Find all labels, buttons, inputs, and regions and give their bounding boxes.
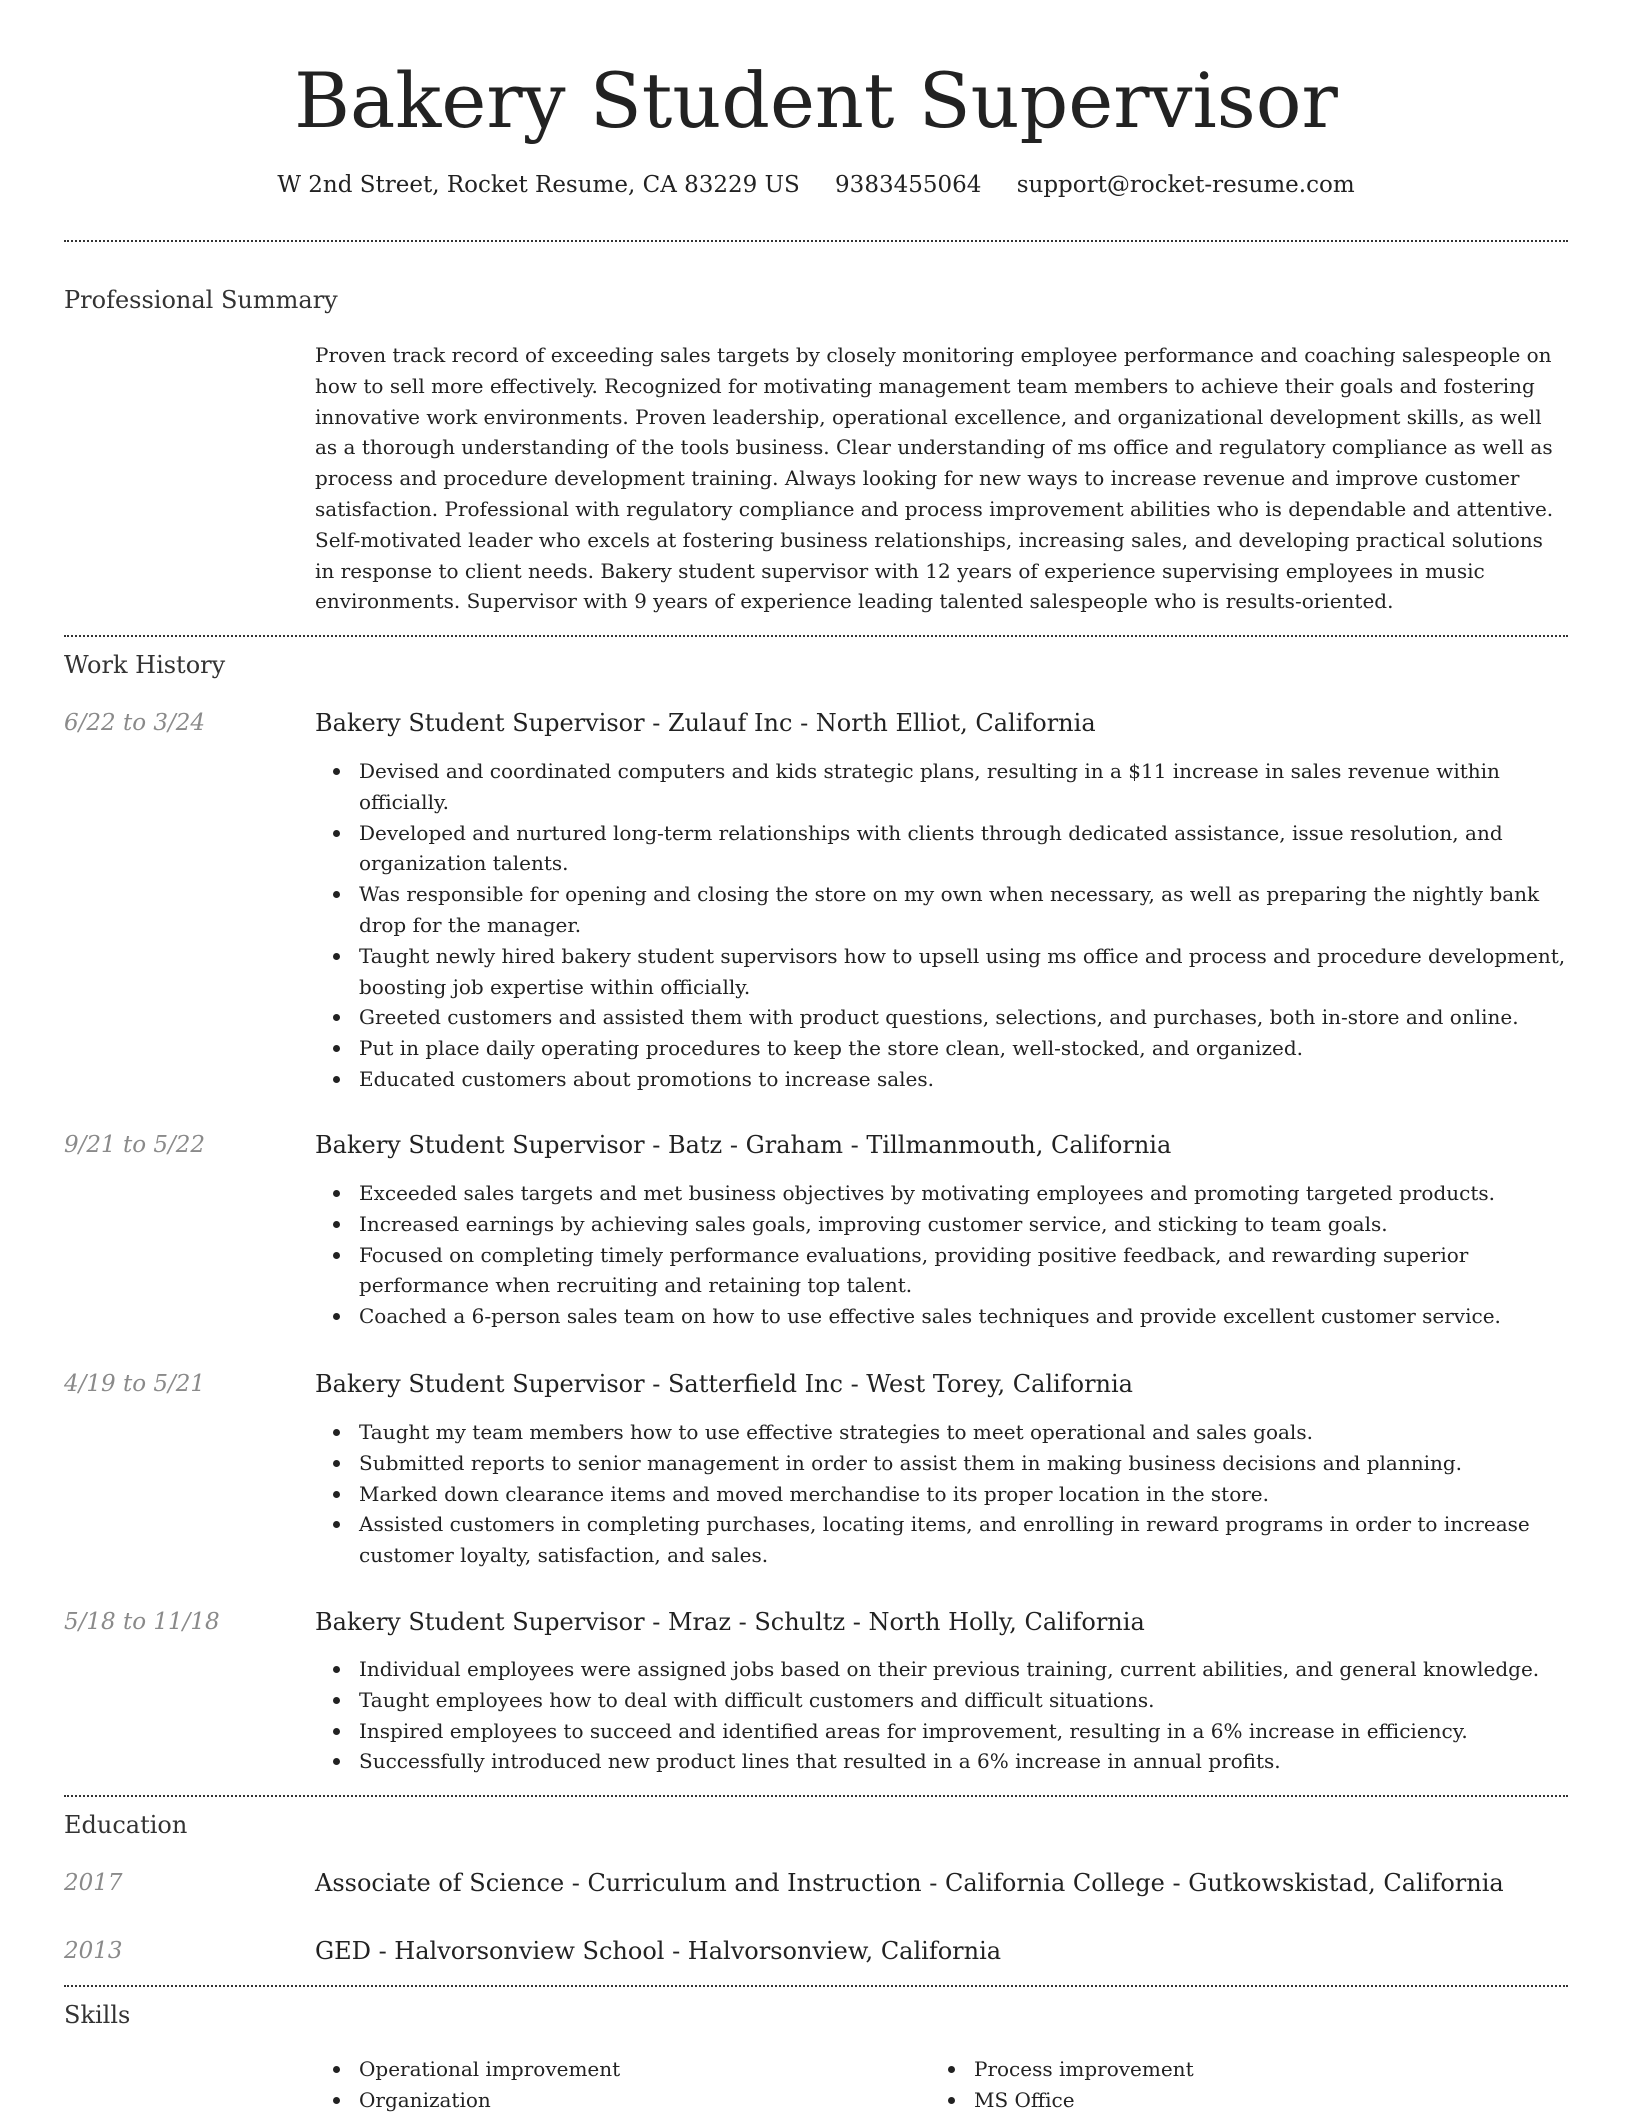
job-bullet: Exceeded sales targets and met business objectives by motivating employees and promoting targeted products. (359, 1178, 1568, 1209)
education-heading-line: GED - Halvorsonview School - Halvorsonview, California (315, 1937, 1002, 1965)
skill-item: MS Office (974, 2085, 1490, 2116)
contact-line (64, 168, 1568, 202)
resume-name: Bakery Student Supervisor (294, 56, 1338, 145)
job-dates: 6/22 to 3/24 (64, 710, 206, 736)
resume-page (64, 0, 1568, 2112)
job-bullet: Marked down clearance items and moved merchandise to its proper location in the store. (359, 1479, 1568, 1510)
skills-list-left (315, 2054, 875, 2116)
work-history-heading: Work History (64, 651, 226, 679)
job-bullet: Devised and coordinated computers and kids strategic plans, resulting in a $11 increase in sales revenue within officially. (359, 756, 1568, 818)
skills-heading: Skills (64, 2001, 131, 2029)
job-bullet: Taught newly hired bakery student supervisors how to upsell using ms office and process and procedure development, boosting job expertise within officially. (359, 941, 1568, 1003)
education-year: 2013 (64, 1938, 123, 1964)
job-bullet: Educated customers about promotions to increase sales. (359, 1064, 1568, 1095)
section-divider (64, 635, 1568, 637)
job-dates: 5/18 to 11/18 (64, 1609, 220, 1635)
job-bullet: Inspired employees to succeed and identified areas for improvement, resulting in a 6% increase in efficiency. (359, 1716, 1568, 1747)
summary-text: Proven track record of exceeding sales targets by closely monitoring employee performance and coaching salespeople on how to sell more effectively. Recognized for motivating management team members to achieve their goals and fostering innovative work environments. Proven leadership, operational excellence, and organizational development skills, as well as a thorough understanding of the tools business. Clear understanding of ms office and regulatory compliance as well as process and procedure development training. Always looking for new ways to increase revenue and improve customer satisfaction. Professional with regulatory compliance and process improvement abilities who is dependable and attentive. Self-motivated leader who excels at fostering business relationships, increasing sales, and developing practical solutions in response to client needs. Bakery student supervisor with 12 years of experience supervising employees in music environments. Supervisor with 9 years of experience leading talented salespeople who is results-oriented. (315, 343, 1554, 614)
job-bullet: Greeted customers and assisted them with product questions, selections, and purchases, both in-store and online. (359, 1002, 1568, 1033)
education-year: 2017 (64, 1870, 123, 1896)
job-heading: Bakery Student Supervisor - Zulauf Inc - North Elliot, California (315, 709, 1096, 737)
job-heading: Bakery Student Supervisor - Satterfield Inc - West Torey, California (315, 1370, 1133, 1398)
job-bullet: Developed and nurtured long-term relationships with clients through dedicated assistance, issue resolution, and organization talents. (359, 818, 1568, 880)
section-divider (64, 1795, 1568, 1797)
job-bullet-list (315, 756, 1568, 1095)
job-heading: Bakery Student Supervisor - Batz - Graham - Tillmanmouth, California (315, 1131, 1172, 1159)
skill-item: Process improvement (974, 2054, 1490, 2085)
job-bullet: Taught my team members how to use effective strategies to meet operational and sales goals. (359, 1417, 1568, 1448)
contact-address: W 2nd Street, Rocket Resume, CA 83229 US (277, 172, 800, 198)
job-bullet: Was responsible for opening and closing the store on my own when necessary, as well as preparing the nightly bank drop for the manager. (359, 879, 1568, 941)
contact-email: support@rocket-resume.com (1016, 172, 1355, 198)
job-heading: Bakery Student Supervisor - Mraz - Schultz - North Holly, California (315, 1608, 1145, 1636)
job-bullet: Successfully introduced new product lines that resulted in a 6% increase in annual profits. (359, 1746, 1568, 1777)
job-bullet: Put in place daily operating procedures to keep the store clean, well-stocked, and organized. (359, 1033, 1568, 1064)
job-bullet: Focused on completing timely performance evaluations, providing positive feedback, and rewarding superior performance when recruiting and retaining top talent. (359, 1240, 1568, 1302)
job-bullet-list (315, 1417, 1568, 1571)
education-heading: Education (64, 1811, 188, 1839)
education-heading-line: Associate of Science - Curriculum and Instruction - California College - Gutkowskistad, California (315, 1869, 1504, 1897)
job-bullet: Submitted reports to senior management in order to assist them in making business decisions and planning. (359, 1448, 1568, 1479)
job-dates: 9/21 to 5/22 (64, 1132, 206, 1158)
job-bullet: Assisted customers in completing purchases, locating items, and enrolling in reward programs in order to increase customer loyalty, satisfaction, and sales. (359, 1509, 1568, 1571)
job-bullet-list (315, 1178, 1568, 1332)
section-divider (64, 1985, 1568, 1987)
job-bullet: Taught employees how to deal with difficult customers and difficult situations. (359, 1685, 1568, 1716)
skill-item: Operational improvement (359, 2054, 875, 2085)
skills-list-right (930, 2054, 1490, 2116)
job-bullet: Individual employees were assigned jobs based on their previous training, current abilities, and general knowledge. (359, 1654, 1568, 1685)
job-bullet-list (315, 1654, 1568, 1777)
summary-heading: Professional Summary (64, 286, 338, 314)
section-divider (64, 240, 1568, 242)
contact-phone: 9383455064 (835, 172, 982, 198)
job-bullet: Coached a 6-person sales team on how to use effective sales techniques and provide excellent customer service. (359, 1301, 1568, 1332)
skill-item: Organization (359, 2085, 875, 2116)
job-dates: 4/19 to 5/21 (64, 1371, 206, 1397)
job-bullet: Increased earnings by achieving sales goals, improving customer service, and sticking to team goals. (359, 1209, 1568, 1240)
